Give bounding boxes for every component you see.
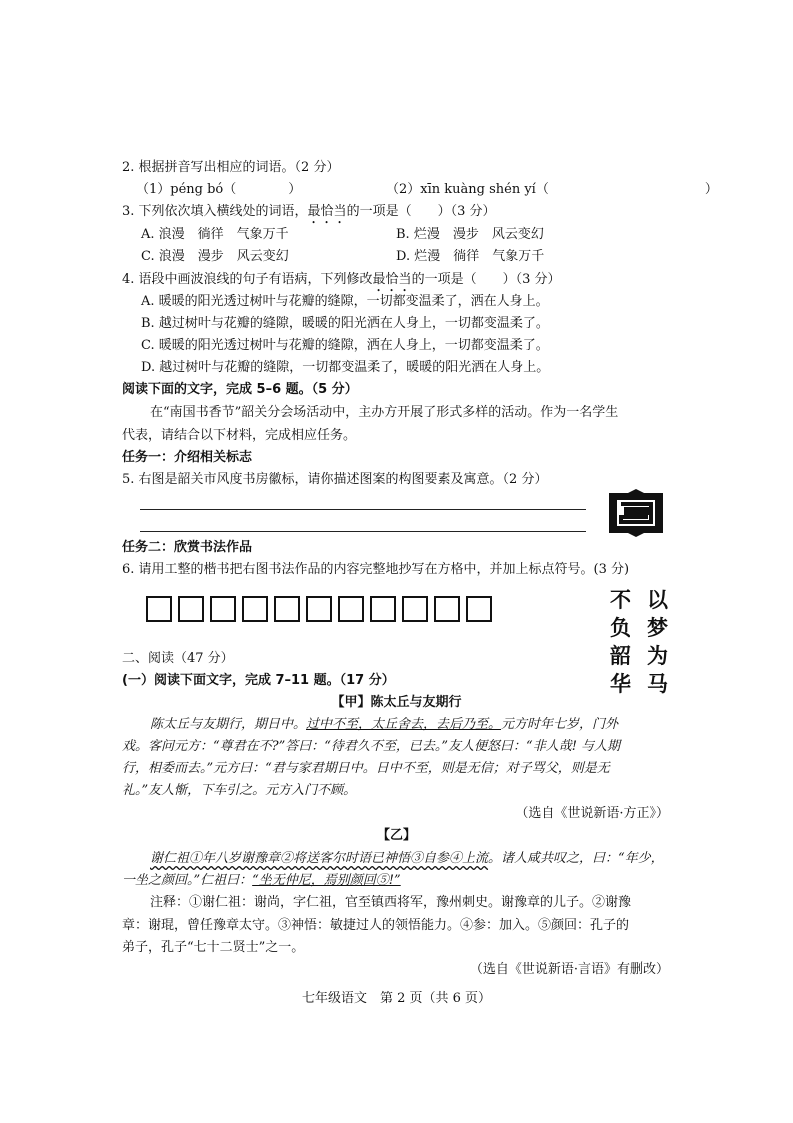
jia-line-3: 行，相委而去。”元方曰：“君与家君期日中。日中不至，则是无信；对子骂父，则是无 (122, 761, 610, 776)
answer-cell[interactable] (338, 596, 364, 622)
q3-option-b: B. 烂漫 漫步 风云变幻 (396, 227, 544, 242)
jia-source: （选自《世说新语·方正》） (515, 806, 669, 821)
q5-answer-line-1[interactable] (140, 509, 586, 510)
answer-cell[interactable] (306, 596, 332, 622)
answer-cell[interactable] (466, 596, 492, 622)
calligraphy-char: 负 (610, 616, 631, 640)
q3-option-a: A. 浪漫 徜徉 气象万千 (141, 227, 289, 242)
q4-stem (122, 271, 560, 295)
q6-stem: 6. 请用工整的楷书把右图书法作品的内容完整地抄写在方格中，并加上标点符号。(3 分) (122, 562, 630, 577)
q3-stem (122, 203, 495, 227)
q2-option-a: （1）péng bó（ ） (136, 182, 302, 197)
answer-cell[interactable] (370, 596, 396, 622)
q4-option-c: C. 暖暖的阳光透过树叶与花瓣的缝隙，洒在人身上，一切都变温柔了。 (141, 338, 549, 353)
jia-line-2: 戏。客问元方：“尊君在不?”答曰：“待君久不至，已去。”友人便怒曰：“非人哉! 与人期 (122, 739, 621, 754)
yi-underlined-sentence: “坐无仲尼，焉别颜回⑤!” (252, 873, 401, 888)
yi-note-1: 注释：①谢仁祖：谢尚，字仁祖，官至镇西将军，豫州刺史。谢豫章的儿子。②谢豫 (150, 895, 632, 910)
calligraphy-char: 华 (610, 672, 631, 696)
q3-stem-pre: 3. 下列依次填入横线处的词语， (122, 204, 308, 219)
yi-line-1 (150, 850, 664, 868)
calligraphy-char: 为 (647, 644, 668, 668)
q4-option-a: A. 暖暖的阳光透过树叶与花瓣的缝隙，一切都变温柔了，洒在人身上。 (141, 294, 549, 309)
answer-cell[interactable] (178, 596, 204, 622)
answer-cell[interactable] (146, 596, 172, 622)
jia-line-1 (150, 716, 618, 734)
q5-answer-line-2[interactable] (140, 531, 586, 532)
yi-note-3: 弟子，孔子“七十二贤士”之一。 (122, 940, 305, 955)
yi-wavy-sentence: 谢仁祖①年八岁谢豫章②将送客尔时语已神悟③自参④上流 (150, 851, 489, 866)
q2-option-b: （2）xīn kuàng shén yí（ ） (386, 182, 718, 197)
fengdu-study-logo (607, 487, 665, 539)
answer-cell[interactable] (210, 596, 236, 622)
answer-cell[interactable] (402, 596, 428, 622)
calligraphy-char: 马 (647, 672, 668, 696)
q4-stem-post: 的一项是（ ）（3 分） (411, 272, 561, 287)
page-footer: 七年级语文 第 2 页（共 6 页） (301, 991, 492, 1006)
q4-option-d: D. 越过树叶与花瓣的缝隙，一切都变温柔了，暖暖的阳光洒在人身上。 (141, 360, 550, 375)
q3-option-d: D. 烂漫 徜徉 气象万千 (396, 249, 545, 264)
answer-cell[interactable] (434, 596, 460, 622)
jia-line-1-c: 元方时年七岁，门外 (501, 717, 619, 732)
yi-line-1-b: 。诸人咸共叹之，曰：“年少， (488, 851, 664, 866)
answer-cell[interactable] (242, 596, 268, 622)
q6-answer-grid[interactable] (146, 596, 492, 622)
section2-title: 二、阅读（47 分） (122, 651, 234, 666)
yi-title: 【乙】 (376, 828, 416, 843)
q4-stem-pre: 4. 语段中画波浪线的句子有语病，下列修改 (122, 272, 373, 287)
yi-line-2-a: 一坐之颜回。”仁祖曰： (122, 873, 253, 888)
q3-option-c: C. 浪漫 漫步 风云变幻 (141, 249, 289, 264)
reading1-intro-line2: 代表，请结合以下材料，完成相应任务。 (122, 428, 357, 443)
calligraphy-char: 韶 (610, 644, 631, 668)
yi-note-2: 章：谢琨，曾任豫章太守。③神悟：敏捷过人的领悟能力。④参：加入。⑤颜回：孔子的 (122, 918, 630, 933)
q3-stem-post: 的一项是（ ）（3 分） (346, 204, 496, 219)
q4-stem-emphasis: 最恰当 (372, 272, 412, 287)
calligraphy-char: 以 (647, 588, 668, 612)
answer-cell[interactable] (274, 596, 300, 622)
calligraphy-artwork (604, 586, 674, 698)
q3-stem-emphasis: 最恰当 (307, 204, 347, 219)
jia-line-4: 礼。”友人惭，下车引之。元方入门不顾。 (122, 783, 357, 798)
yi-source: （选自《世说新语·言语》有删改） (469, 962, 669, 977)
calligraphy-char: 梦 (647, 616, 668, 640)
calligraphy-char: 不 (610, 588, 631, 612)
task1-heading: 任务一：介绍相关标志 (122, 450, 253, 465)
task2-heading: 任务二：欣赏书法作品 (122, 540, 253, 555)
reading1-intro-line1: 在“南国书香节”韶关分会场活动中，主办方开展了形式多样的活动。作为一名学生 (150, 405, 619, 420)
yi-line-2 (122, 872, 401, 890)
jia-line-1-a: 陈太丘与友期行，期日中。 (150, 717, 307, 732)
section2-subheading: (一）阅读下面文字，完成 7–11 题。（17 分） (122, 673, 395, 688)
jia-title: 【甲】陈太丘与友期行 (331, 695, 462, 710)
q4-option-b: B. 越过树叶与花瓣的缝隙，暖暖的阳光洒在人身上，一切都变温柔了。 (141, 316, 549, 331)
jia-underlined-sentence: 过中不至，太丘舍去，去后乃至。 (306, 717, 502, 732)
q2-stem: 2. 根据拼音写出相应的词语。（2 分） (122, 160, 340, 175)
reading1-heading: 阅读下面的文字，完成 5–6 题。（5 分） (122, 382, 358, 397)
q5-stem: 5. 右图是韶关市风度书房徽标，请你描述图案的构图要素及寓意。（2 分） (122, 472, 548, 487)
